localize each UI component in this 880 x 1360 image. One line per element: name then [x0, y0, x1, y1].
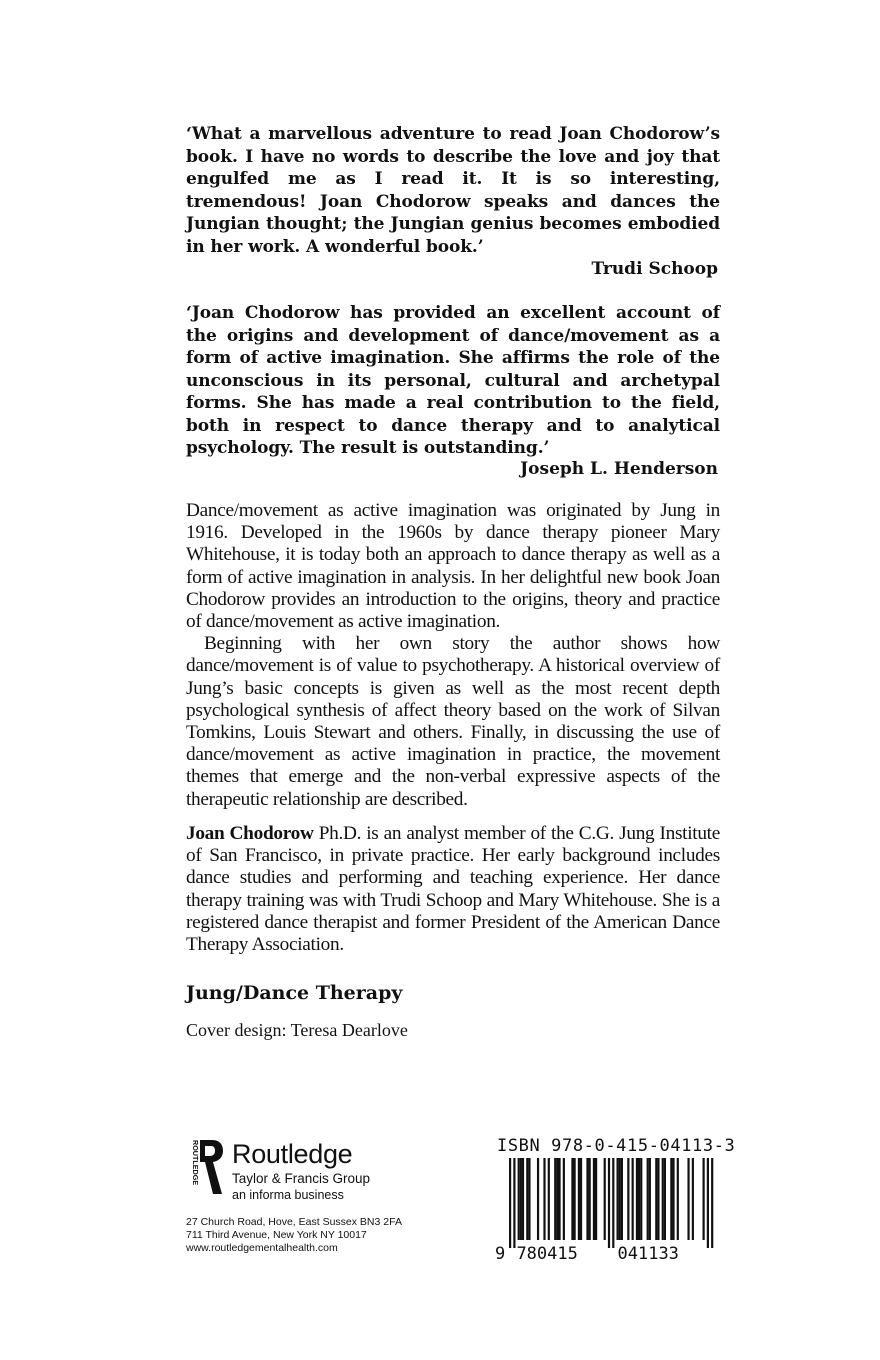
barcode-bar — [556, 1158, 558, 1240]
barcode-bar — [640, 1158, 642, 1240]
barcode-bar — [632, 1158, 634, 1240]
barcode-bar — [636, 1158, 638, 1240]
publisher-group: Taylor & Francis Group — [232, 1171, 371, 1186]
publisher-logo — [186, 1138, 486, 1208]
description-paragraph-2: Beginning with her own story the author shows how dance/movement is of value to psychotherapy. A historical overview of Jung’s basic concepts is given as well as the most recent depth psychological synthesis of affect theory based on the work of Silvan Tomkins, Louis Stewart and others. Finally, in discussing the use of dance/movement as active imagination in practice, the movement themes that emerge and the non-verbal expressive aspects of the therapeutic relationship are described. — [186, 633, 720, 810]
publisher-tagline: an informa business — [232, 1188, 344, 1202]
barcode-bar — [558, 1158, 560, 1240]
quote-1: ‘What a marvellous adventure to read Joan Chodorow’s book. I have no words to describe the love and joy that engulfed me as I read it. It is so interesting, tremendous! Joan Chodorow speaks and dances the Jungian thought; the Jungian genius becomes embodied in her work. A wonderful book.’ — [186, 124, 720, 257]
routledge-logo-icon — [186, 1138, 224, 1196]
barcode-bar — [526, 1158, 528, 1240]
barcode-bar — [604, 1158, 606, 1240]
barcode-bar — [617, 1158, 619, 1240]
barcode-bar — [513, 1158, 515, 1248]
barcode-bar — [608, 1158, 610, 1248]
barcode-bar — [586, 1158, 588, 1240]
barcode-bar — [509, 1158, 511, 1248]
barcode-bar — [619, 1158, 621, 1240]
barcode-bar — [703, 1158, 705, 1240]
barcode-bar — [662, 1158, 664, 1240]
barcode-bar — [621, 1158, 623, 1240]
author-bio-name: Joan Chodorow — [186, 823, 314, 844]
description-paragraph-1: Dance/movement as active imagination was originated by Jung in 1916. Developed in the 1960s by dance therapy pioneer Mary Whitehouse, it is today both an approach to dance therapy as well as a form of active imagination in analysis. In her delightful new book Joan Chodorow provides an introduction to the origins, theory and practice of dance/movement as active imagination. — [186, 500, 720, 633]
isbn-barcode — [495, 1158, 720, 1260]
barcode-bar — [612, 1158, 614, 1248]
barcode-bar — [595, 1158, 597, 1240]
barcode-bar — [518, 1158, 520, 1240]
quote-2-author: Joseph L. Henderson — [520, 459, 718, 479]
barcode-bar — [627, 1158, 629, 1240]
address-line: 711 Third Avenue, New York NY 10017 — [186, 1229, 367, 1241]
publisher-website: www.routledgementalhealth.com — [186, 1242, 338, 1254]
book-title: Jung/Dance Therapy — [186, 982, 403, 1004]
barcode-bar — [543, 1158, 545, 1240]
barcode-bar — [677, 1158, 679, 1240]
barcode-bar — [580, 1158, 582, 1240]
isbn-label: ISBN 978-0-415-04113-3 — [497, 1136, 736, 1156]
barcode-bar — [711, 1158, 713, 1248]
address-line: 27 Church Road, Hove, East Sussex BN3 2FA — [186, 1216, 402, 1228]
barcode-bar — [589, 1158, 591, 1240]
barcode-bar — [647, 1158, 649, 1240]
barcode-bar — [522, 1158, 524, 1240]
barcode-bar — [657, 1158, 659, 1240]
barcode-bar — [649, 1158, 651, 1240]
barcode-bar — [578, 1158, 580, 1240]
barcode-bar — [707, 1158, 709, 1248]
author-bio — [186, 823, 720, 956]
barcode-bar — [574, 1158, 576, 1240]
barcode-bar — [692, 1158, 694, 1240]
author-bio-text: Ph.D. is an analyst member of the C.G. Jung Institute of San Francisco, in private practice. Her early background includes dance studies and performing and teaching experience. Her dance therapy training was with Trudi Schoop and Mary Whitehouse. She is a registered dance therapist and former President of the American Dance Therapy Association. — [186, 823, 720, 956]
publisher-name: Routledge — [232, 1139, 353, 1169]
barcode-bar — [670, 1158, 672, 1240]
barcode-bar — [664, 1158, 666, 1240]
barcode-bar — [528, 1158, 530, 1240]
barcode-digits: 041133 — [617, 1244, 679, 1260]
barcode-bar — [672, 1158, 674, 1240]
barcode-bar — [638, 1158, 640, 1240]
cover-design-credit: Cover design: Teresa Dearlove — [186, 1020, 408, 1040]
barcode-bar — [563, 1158, 565, 1240]
barcode-bar — [571, 1158, 573, 1240]
barcode-digits: 780415 — [516, 1244, 578, 1260]
barcode-bar — [655, 1158, 657, 1240]
barcode-bar — [687, 1158, 689, 1240]
barcode-bar — [593, 1158, 595, 1240]
barcode-bar — [537, 1158, 539, 1240]
quote-1-author: Trudi Schoop — [591, 259, 718, 279]
barcode-bar — [520, 1158, 522, 1240]
barcode-bar — [554, 1158, 556, 1240]
barcode-bar — [548, 1158, 550, 1240]
publisher-address — [186, 1216, 402, 1255]
logo-vertical-text: ROUTLEDGE — [191, 1140, 200, 1186]
quote-2: ‘Joan Chodorow has provided an excellent account of the origins and development of dance/movement as a form of active imagination. She affirms the role of the unconscious in its personal, cultural and archetypal forms. She has made a real contribution to the field, both in respect to dance therapy and to analytical psychology. The result is outstanding.’ — [186, 303, 720, 458]
barcode-digits: 9 — [495, 1244, 506, 1260]
book-description — [186, 500, 720, 811]
